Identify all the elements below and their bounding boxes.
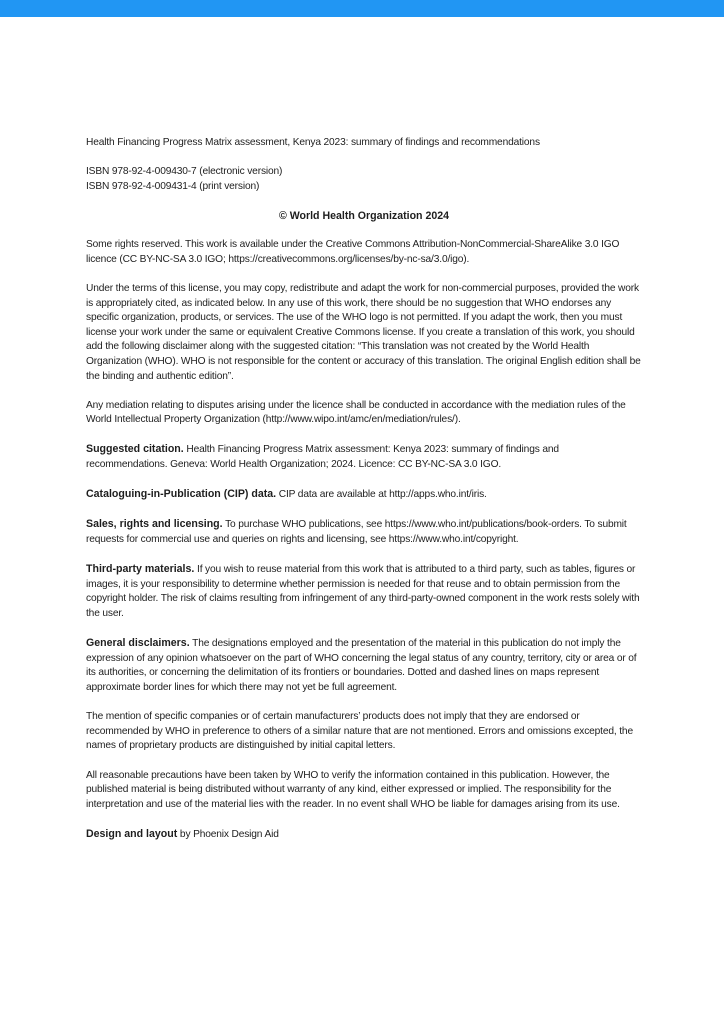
rights-reserved-paragraph: Some rights reserved. This work is available under the Creative Commons Attribution-NonCommercial-ShareAlike 3.0 IGO licence (CC BY-NC-SA 3.0 IGO; https://creativecommons.org/licenses/by-nc-sa/3.0/igo). [86, 239, 620, 265]
cip-text: CIP data are available at http://apps.who.int/iris. [276, 489, 487, 501]
isbn-electronic: ISBN 978-92-4-009430-7 (electronic version) [86, 166, 283, 178]
suggested-citation-text: Health Financing Progress Matrix assessment: Kenya 2023: summary of findings and recommendations. Geneva: World Health Organization; 2024. Licence: CC BY-NC-SA 3.0 IGO. [86, 444, 559, 471]
companies-paragraph: The mention of specific companies or of certain manufacturers’ products does not imply that they are endorsed or recommended by WHO in preference to others of a similar nature that are not mentioned. Errors and omissions excepted, the names of proprietary products are distinguished by initial capital letters. [86, 711, 633, 752]
general-disclaimers-text: The designations employed and the presentation of the material in this publication do not imply the expression of any opinion whatsoever on the part of WHO concerning the legal status of any country, territory, city or area or of its authorities, or concerning the delimitation of its frontiers or boundaries. Dotted and dashed lines on maps represent approximate border lines for which there may not yet be full agreement. [86, 638, 637, 693]
top-color-bar [0, 0, 724, 17]
sales-rights-paragraph [86, 517, 642, 547]
mediation-paragraph: Any mediation relating to disputes arising under the licence shall be conducted in accordance with the mediation rules of the World Intellectual Property Organization (http://www.wipo.int/amc/en/mediation/rules/). [86, 399, 626, 426]
general-disclaimers-paragraph [86, 636, 642, 695]
third-party-paragraph [86, 562, 642, 621]
third-party-lead: Third-party materials. [86, 563, 195, 576]
license-terms-paragraph: Under the terms of this license, you may copy, redistribute and adapt the work for non-commercial purposes, provided the work is appropriately cited, as indicated below. In any use of this work, there should be no suggestion that WHO endorses any specific organization, products, or services. The use of the WHO logo is not permitted. If you adapt the work, then you must license your work under the same or equivalent Creative Commons license. If you create a translation of this work, you should add the following disclaimer along with the suggested citation: “This translation was not created by the World Health Organization (WHO). WHO is not responsible for the content or accuracy of this translation. The original English edition shall be the binding and authentic edition”. [86, 282, 641, 382]
design-layout-text: by Phoenix Design Aid [177, 828, 279, 840]
design-layout-paragraph [86, 827, 642, 843]
cip-paragraph [86, 487, 642, 503]
copyright-page-content [86, 136, 642, 857]
design-layout-lead: Design and layout [86, 827, 178, 840]
sales-rights-text: To purchase WHO publications, see https://www.who.int/publications/book-orders. To submit requests for commercial use and queries on rights and licensing, see https://www.who.int/copyright. [86, 519, 627, 546]
isbn-print: ISBN 978-92-4-009431-4 (print version) [86, 180, 260, 192]
general-disclaimers-lead: General disclaimers. [86, 637, 190, 650]
cip-lead: Cataloguing-in-Publication (CIP) data. [86, 488, 277, 501]
suggested-citation-paragraph [86, 442, 642, 472]
publication-title: Health Financing Progress Matrix assessment, Kenya 2023: summary of findings and recommendations [86, 137, 540, 148]
third-party-text: If you wish to reuse material from this work that is attributed to a third party, such as tables, figures or images, it is your responsibility to determine whether permission is needed for that reuse and to obtain permission from the copyright holder. The risk of claims resulting from infringement of any third-party-owned component in the work rests solely with the user. [86, 564, 640, 619]
suggested-citation-lead: Suggested citation. [86, 443, 184, 456]
sales-rights-lead: Sales, rights and licensing. [86, 518, 223, 531]
copyright-heading: © World Health Organization 2024 [278, 209, 450, 222]
precautions-paragraph: All reasonable precautions have been taken by WHO to verify the information contained in this publication. However, the published material is being distributed without warranty of any kind, either expressed or implied. The responsibility for the interpretation and use of the material lies with the reader. In no event shall WHO be liable for damages arising from its use. [86, 769, 620, 810]
